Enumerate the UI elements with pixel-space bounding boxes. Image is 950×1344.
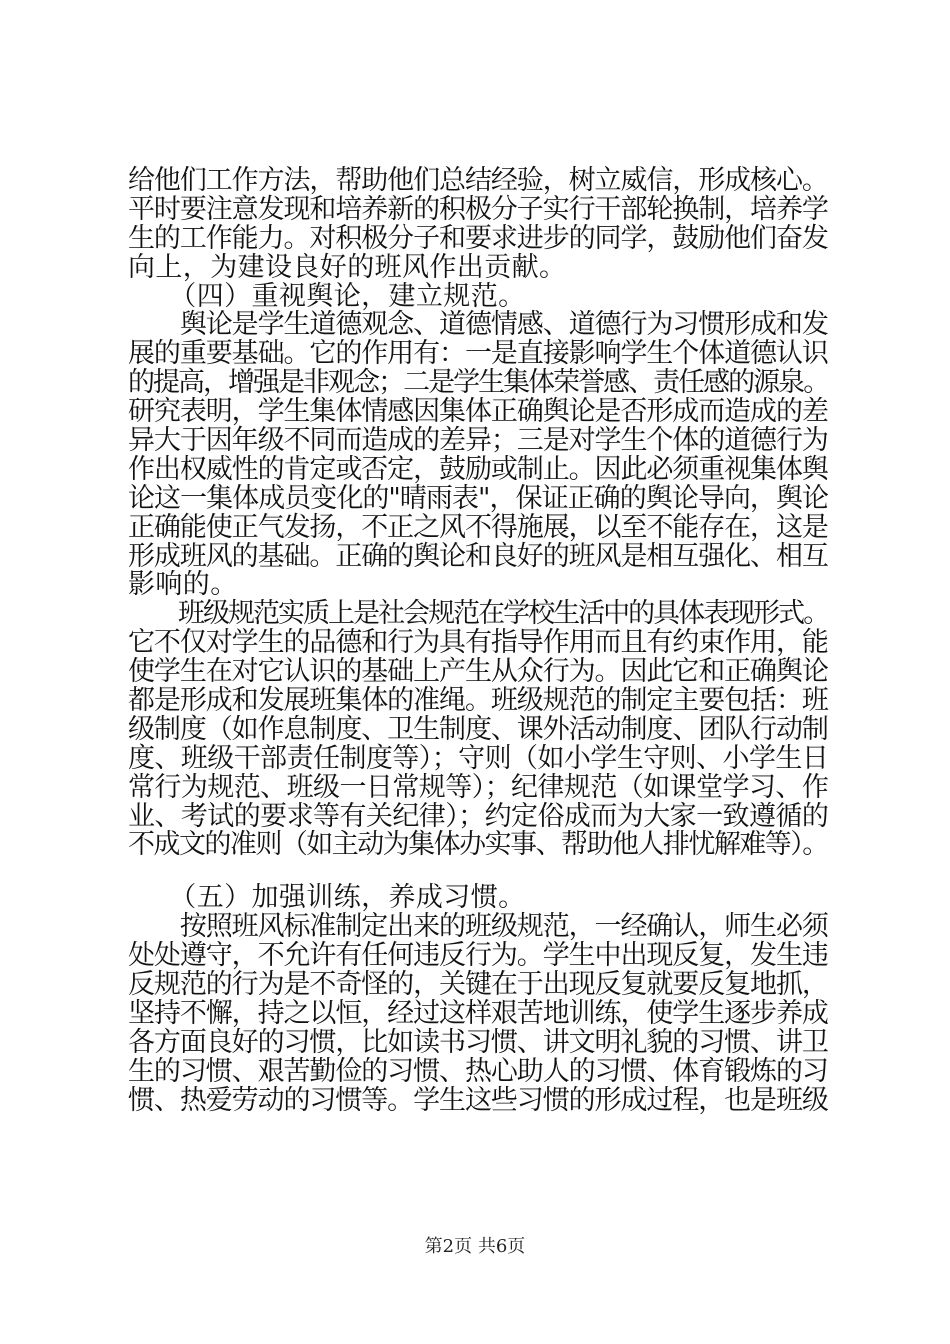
text-line: 向上，为建设良好的班风作出贡献。 bbox=[128, 251, 567, 283]
text-line: 都是形成和发展班集体的准绳。班级规范的制定主要包括：班 bbox=[128, 685, 828, 717]
text-line: 形成班风的基础。正确的舆论和良好的班风是相互强化、相互 bbox=[128, 540, 828, 572]
text-line: 按照班风标准制定出来的班级规范，一经确认，师生必须 bbox=[128, 911, 828, 943]
paragraph-public-opinion bbox=[128, 311, 828, 600]
text-line: 度、班级干部责任制度等）；守则（如小学生守则、小学生日 bbox=[128, 742, 829, 774]
text-line: 作出权威性的肯定或否定，鼓励或制止。因此必须重视集体舆 bbox=[128, 453, 828, 485]
section-heading-four bbox=[128, 280, 828, 312]
text-line: 研究表明，学生集体情感因集体正确舆论是否形成而造成的差 bbox=[128, 396, 828, 428]
text-line: 正确能使正气发扬，不正之风不得施展，以至不能存在，这是 bbox=[128, 511, 828, 543]
text-line: 各方面良好的习惯，比如读书习惯、讲文明礼貌的习惯、讲卫 bbox=[128, 1026, 828, 1058]
heading-line: （五）加强训练，养成习惯。 bbox=[128, 882, 526, 914]
document-body bbox=[128, 167, 828, 1116]
section-heading-five bbox=[128, 884, 828, 913]
text-line: 平时要注意发现和培养新的积极分子实行干部轮换制，培养学 bbox=[128, 193, 828, 225]
text-line: 影响的。 bbox=[128, 569, 238, 601]
text-line: 给他们工作方法，帮助他们总结经验，树立威信，形成核心。 bbox=[128, 165, 828, 196]
text-line: 级制度（如作息制度、卫生制度、课外活动制度、团队行动制 bbox=[128, 713, 828, 745]
text-line: 舆论是学生道德观念、道德情感、道德行为习惯形成和发 bbox=[128, 309, 828, 341]
heading-line: （四）重视舆论，建立规范。 bbox=[128, 280, 526, 312]
text-line: 惯、热爱劳动的习惯等。学生这些习惯的形成过程，也是班级 bbox=[128, 1084, 828, 1116]
text-line: 不成文的准则（如主动为集体办实事、帮助他人排忧解难等）。 bbox=[128, 829, 828, 861]
text-line: 使学生在对它认识的基础上产生从众行为。因此它和正确舆论 bbox=[128, 656, 828, 688]
paragraph-spacer bbox=[128, 860, 828, 884]
text-line: 论这一集体成员变化的"晴雨表"，保证正确的舆论导向，舆论 bbox=[128, 482, 829, 514]
text-line: 异大于因年级不同而造成的差异；三是对学生个体的道德行为 bbox=[128, 425, 828, 457]
text-line: 生的习惯、艰苦勤俭的习惯、热心助人的习惯、体育锻炼的习 bbox=[128, 1055, 828, 1087]
page-number-footer: 第2页 共6页 bbox=[424, 1236, 526, 1257]
text-line: 它不仅对学生的品德和行为具有指导作用而且有约束作用，能 bbox=[128, 627, 828, 659]
text-line: 业、考试的要求等有关纪律）；约定俗成而为大家一致遵循的 bbox=[128, 800, 829, 832]
paragraph-continuation bbox=[128, 167, 828, 283]
text-line: 常行为规范、班级一日常规等）；纪律规范（如课堂学习、作 bbox=[128, 771, 829, 803]
text-line: 班级规范实质上是社会规范在学校生活中的具体表现形式。 bbox=[128, 598, 829, 630]
text-line: 生的工作能力。对积极分子和要求进步的同学，鼓励他们奋发 bbox=[128, 222, 828, 254]
text-line: 反规范的行为是不奇怪的，关键在于出现反复就要反复地抓， bbox=[128, 969, 828, 1001]
paragraph-training-habits bbox=[128, 913, 828, 1115]
text-line: 处处遵守，不允许有任何违反行为。学生中出现反复，发生违 bbox=[128, 940, 828, 972]
text-line: 的提高，增强是非观念；二是学生集体荣誉感、责任感的源泉。 bbox=[128, 367, 829, 399]
text-line: 坚持不懈，持之以恒，经过这样艰苦地训练，使学生逐步养成 bbox=[128, 997, 828, 1029]
paragraph-class-norms bbox=[128, 600, 828, 860]
text-line: 展的重要基础。它的作用有：一是直接影响学生个体道德认识 bbox=[128, 338, 828, 370]
